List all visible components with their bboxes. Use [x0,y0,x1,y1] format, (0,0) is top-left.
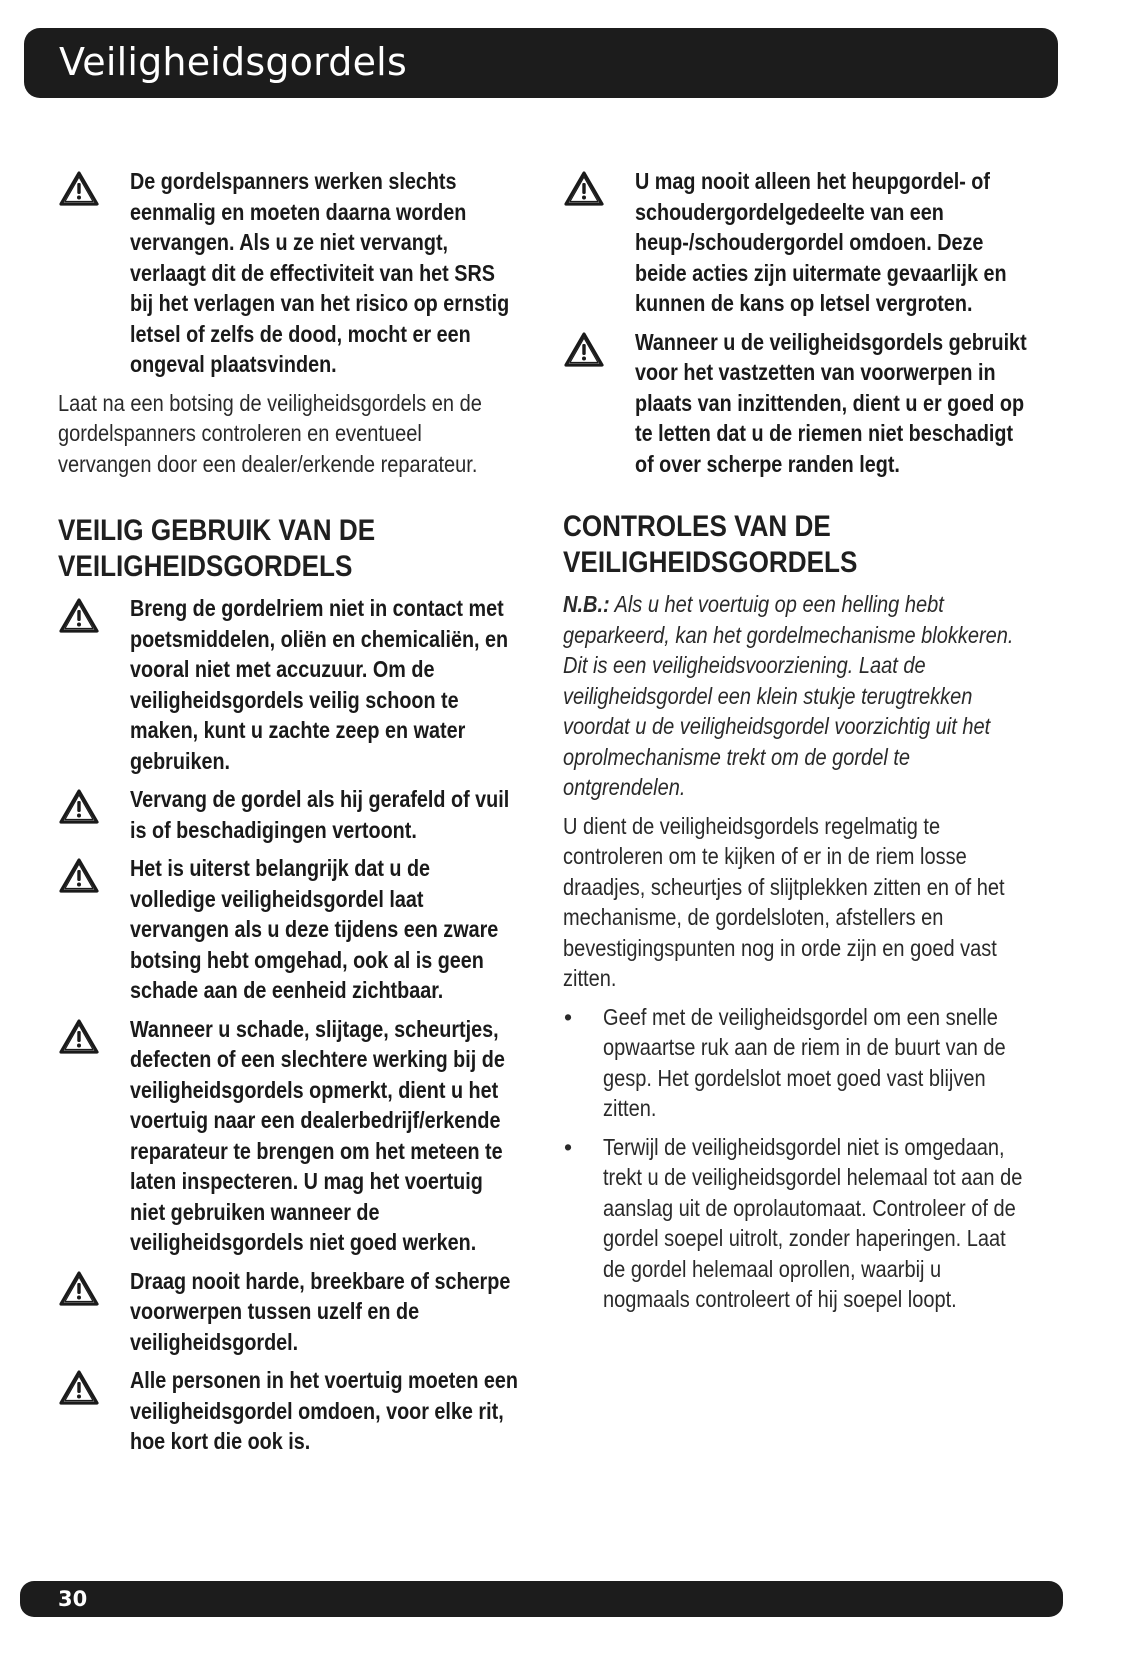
intro-paragraph: Laat na een botsing de veiligheidsgordels en de gordelspanners controleren en eventueel vervangen door een dealer/erkende reparateur. [58,389,482,477]
list-item [563,1002,1029,1124]
warning-text: Vervang de gordel als hij gerafeld of vuil is of beschadigingen vertoont. [130,786,510,843]
list-item-text: Geef met de veiligheidsgordel om een snelle opwaartse ruk aan de riem in de buurt van de gesp. Het gordelslot moet goed vast blijven zitten. [603,1003,1006,1121]
warning-item [58,784,520,845]
warning-icon [58,1018,100,1056]
warning-icon [563,331,605,369]
warning-text: Draag nooit harde, breekbare of scherpe voorwerpen tussen uzelf en de veiligheidsgordel. [130,1267,511,1355]
section-heading-safe-use: VEILIG GEBRUIK VAN DE VEILIGHEIDSGORDELS [58,514,376,583]
warning-text: Het is uiterst belangrijk dat u de volledige veiligheidsgordel laat vervangen als u deze tijdens een zware botsing hebt omgehad, ook al is geen schade aan de eenheid zichtbaar. [130,855,499,1003]
warning-icon [58,857,100,895]
warning-icon [58,170,100,208]
warning-text: De gordelspanners werken slechts eenmalig en moeten daarna worden vervangen. Als u ze niet vervangt, verlaagt dit de effectiviteit van het SRS bij het verlagen van het risico op ernstig letsel of zelfs de dood, mocht er een ongeval plaatsvinden. [130,168,510,377]
warning-item [58,593,520,776]
bullet-icon: • [564,1003,573,1030]
warning-item [58,1365,520,1457]
footer-bar [20,1581,1063,1617]
warning-icon [58,597,100,635]
warning-item [58,853,520,1006]
note-paragraph [563,589,1029,803]
section-heading-checks: CONTROLES VAN DE VEILIGHEIDSGORDELS [563,510,858,579]
list-item [563,1132,1029,1315]
right-column [563,166,1029,1323]
warning-item [58,166,520,380]
warning-text: Alle personen in het voertuig moeten een veiligheidsgordel omdoen, voor elke rit, hoe kort die ook is. [130,1367,518,1454]
bullet-icon: • [564,1133,573,1160]
note-label: N.B.: [563,591,610,617]
warning-item [563,166,1029,319]
warning-icon [58,1369,100,1407]
warning-text: Wanneer u schade, slijtage, scheurtjes, defecten of een slechtere werking bij de veiligheidsgordels opmerkt, dient u het voertuig naar een dealerbedrijf/erkende reparateur te brengen om het meteen te laten inspecteren. U mag het voertuig niet gebruiken wanneer de veiligheidsgordels niet goed werken. [130,1015,505,1255]
warning-icon [563,170,605,208]
warning-text: Breng de gordelriem niet in contact met poetsmiddelen, oliën en chemicaliën, en vooral niet met accuzuur. Om de veiligheidsgordels veilig schoon te maken, kunt u zachte zeep en water gebruiken. [130,595,509,774]
warning-item [58,1014,520,1258]
page-title: Veiligheidsgordels [59,40,407,84]
warning-icon [58,1270,100,1308]
warning-text: Wanneer u de veiligheidsgordels gebruikt voor het vastzetten van voorwerpen in plaats van inzittenden, dient u er goed op te letten dat u de riemen niet beschadigt of over scherpe randen legt. [635,328,1027,477]
page-number: 30 [58,1587,88,1611]
warning-icon [58,788,100,826]
check-paragraph: U dient de veiligheidsgordels regelmatig te controleren om te kijken of er in de riem losse draadjes, scheurtjes of slijtplekken zitten en of het mechanisme, de gordelsloten, afstellers en bevestigingspunten nog in orde zijn en goed vast zitten. [563,812,1005,991]
warning-text: U mag nooit alleen het heupgordel- of schoudergordelgedeelte van een heup-/schoudergordel omdoen. Deze beide acties zijn uitermate gevaarlijk en kunnen de kans op letsel vergroten. [635,168,1007,316]
warning-item [563,327,1029,480]
warning-item [58,1266,520,1358]
list-item-text: Terwijl de veiligheidsgordel niet is omgedaan, trekt u de veiligheidsgordel helemaal tot aan de aanslag uit de oprolautomaat. Controleer of de gordel soepel uitrolt, zonder haperingen. Laat de gordel helemaal oprollen, waarbij u nogmaals controleert of hij soepel loopt. [603,1133,1023,1312]
header-bar [24,28,1058,98]
note-text: Als u het voertuig op een helling hebt geparkeerd, kan het gordelmechanisme blokkeren. Dit is een veiligheidsvoorziening. Laat de veiligheidsgordel een klein stukje terugtrekken voordat u de veiligheidsgordel voorzichtig uit het oprolmechanisme trekt om de gordel te ontgrendelen. [563,591,1014,800]
left-column [58,166,520,1465]
